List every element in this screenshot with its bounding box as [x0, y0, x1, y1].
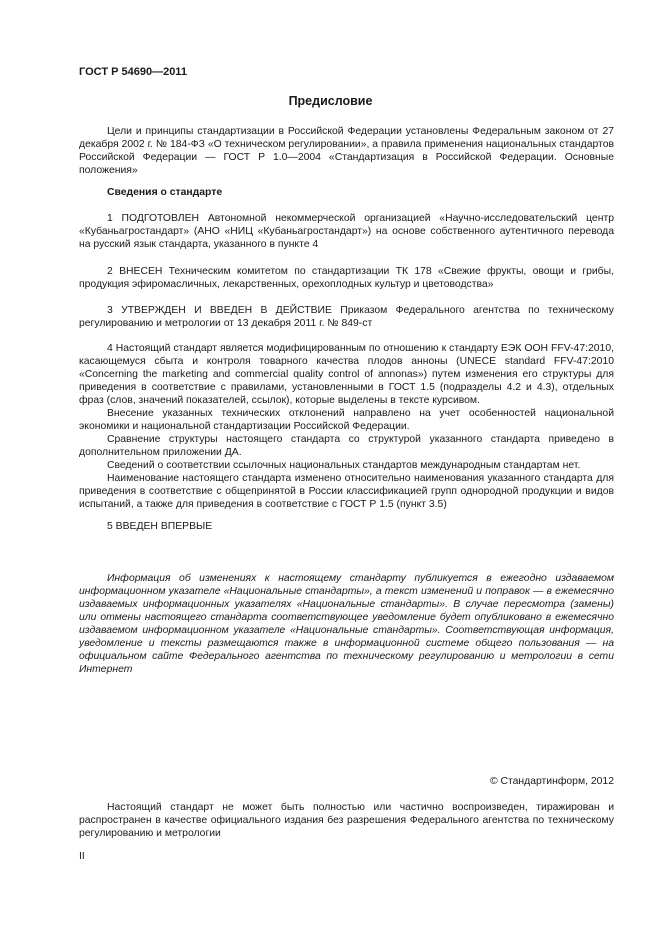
item-2-text: 2 ВНЕСЕН Техническим комитетом по стандартизации ТК 178 «Свежие фрукты, овощи и грибы, продукция эфиромасличных, лекарственных, орехоплодных культур и цветоводства» [79, 266, 614, 290]
item-4-references-text: Сведений о соответствии ссылочных национальных стандартов международным стандартам нет. [107, 460, 581, 471]
item-5 [79, 520, 614, 533]
item-1-text: 1 ПОДГОТОВЛЕН Автономной некоммерческой организацией «Научно-исследовательский центр «Кубаньагростандарт» (АНО «НИЦ «Кубаньагростандарт») на основе собственного аутентичного перевода на русский язык стандарта, указанного в пункте 4 [79, 213, 614, 250]
reproduction-notice [79, 801, 614, 840]
item-4-deviation-text: Внесение указанных технических отклонений направлено на учет особенностей национальной экономики и национальной стандартизации Российской Федерации. [79, 408, 614, 432]
item-2 [79, 265, 614, 291]
copyright: © Стандартинформ, 2012 [489, 776, 614, 787]
section-heading: Сведения о стандарте [107, 187, 223, 198]
change-notice [79, 572, 614, 676]
intro-text: Цели и принципы стандартизации в Российской Федерации установлены Федеральным законом от 27 декабря 2002 г. № 184-ФЗ «О техническом регулировании», а правила применения национальных стандартов Российской Федерации — ГОСТ Р 1.0—2004 «Стандартизация в Российской Федерации. Основные положения» [79, 126, 614, 176]
item-1 [79, 212, 614, 251]
reproduction-notice-text: Настоящий стандарт не может быть полностью или частично воспроизведен, тиражирован и распространен в качестве официального издания без разрешения Федерального агентства по техническому регулированию и метрологии [79, 802, 614, 839]
item-3-text: 3 УТВЕРЖДЕН И ВВЕДЕН В ДЕЙСТВИЕ Приказом Федерального агентства по техническому регулированию и метрологии от 13 декабря 2011 г. № 849-ст [79, 305, 614, 329]
item-5-text: 5 ВВЕДЕН ВПЕРВЫЕ [107, 521, 213, 532]
item-4-title-change-text: Наименование настоящего стандарта изменено относительно наименования указанного стандарта для приведения в соответствие с общепринятой в России классификацией групп однородной продукции и видов испытаний, а также для приведения в соответствие с ГОСТ Р 1.5 (пункт 3.5) [79, 473, 614, 510]
item-4-text: 4 Настоящий стандарт является модифицированным по отношению к стандарту ЕЭК ООН FFV-47:2010, касающемуся сбыта и контроля товарного качества плодов анноны (UNECE standard FFV-47:2010 «Concerning the marketing and commercial quality control of annonas») путем изменения его структуры для приведения в соответствие с правилами, установленными в ГОСТ 1.5 (подразделы 4.2 и 4.3), отдельных фраз (слов, значений показателей, ссылок), которые выделены в тексте курсивом. [79, 343, 614, 406]
item-4-comparison-text: Сравнение структуры настоящего стандарта со структурой указанного стандарта приведено в дополнительном приложении ДА. [79, 434, 614, 458]
page-title: Предисловие [288, 94, 373, 108]
item-3 [79, 304, 614, 330]
standard-designation: ГОСТ Р 54690—2011 [79, 66, 187, 78]
page-number: II [79, 851, 85, 862]
item-4 [79, 342, 614, 511]
change-notice-text: Информация об изменениях к настоящему стандарту публикуется в ежегодно издаваемом информационном указателе «Национальные стандарты», а текст изменений и поправок — в ежемесячно издаваемых информационных указателях «Национальные стандарты». В случае пересмотра (замены) или отмены настоящего стандарта соответствующее уведомление будет опубликовано в ежемесячно издаваемом информационном указателе «Национальные стандарты». Соответствующая информация, уведомление и тексты размещаются также в информационной системе общего пользования — на официальном сайте Федерального агентства по техническому регулированию и метрологии в сети Интернет [79, 573, 614, 675]
intro-paragraph [79, 125, 614, 177]
